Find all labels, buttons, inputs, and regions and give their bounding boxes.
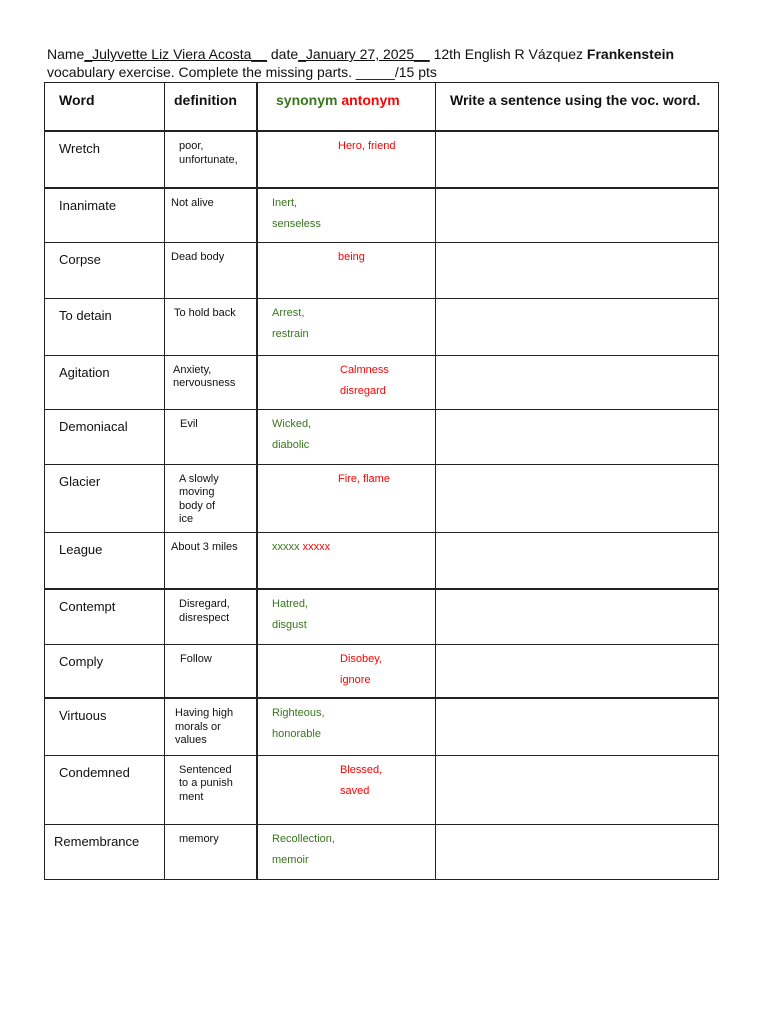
table-row [45, 355, 719, 409]
definition-cell: poor, unfortunate, [165, 131, 258, 188]
antonym-text: Disobey, ignore [340, 652, 382, 686]
table-row [45, 698, 719, 755]
name-label: Name [47, 46, 85, 62]
definition-cell: Evil [165, 409, 258, 464]
synonym-antonym-cell[interactable] [257, 242, 436, 298]
synonym-text: xxxxx [272, 540, 300, 553]
header-line-1 [47, 45, 737, 63]
word-cell: Contempt [45, 589, 165, 644]
antonym-text: xxxxx [302, 540, 331, 553]
definition-cell: Having high morals or values [165, 698, 258, 755]
sentence-cell[interactable] [436, 532, 719, 589]
header-line-2: vocabulary exercise. Complete the missing parts. _____/15 pts [47, 64, 437, 80]
sentence-cell[interactable] [436, 698, 719, 755]
sentence-cell[interactable] [436, 298, 719, 355]
definition-cell: Sentenced to a punishment [165, 755, 258, 824]
date-field[interactable]: _January 27, 2025__ [298, 46, 430, 62]
course-info: 12th English R Vázquez [429, 46, 587, 62]
word-cell: Demoniacal [45, 409, 165, 464]
col-header-definition: definition [165, 83, 258, 132]
table-row [45, 532, 719, 589]
synonym-antonym-cell[interactable] [257, 409, 436, 464]
word-cell: Remembrance [45, 824, 165, 879]
table-row [45, 242, 719, 298]
synonym-text: Wicked, diabolic [272, 417, 312, 451]
definition-cell: memory [165, 824, 258, 879]
vocabulary-table [44, 82, 719, 880]
definition-cell: Disregard, disrespect [165, 589, 258, 644]
table-row [45, 188, 719, 242]
table-row [45, 298, 719, 355]
worksheet-header [47, 45, 737, 81]
synonym-antonym-cell[interactable] [257, 824, 436, 879]
date-label: date [267, 46, 299, 62]
sentence-cell[interactable] [436, 355, 719, 409]
table-row [45, 464, 719, 532]
synonym-antonym-cell[interactable] [257, 355, 436, 409]
word-cell: Agitation [45, 355, 165, 409]
word-cell: Corpse [45, 242, 165, 298]
synonym-antonym-cell[interactable] [257, 464, 436, 532]
antonym-text: Calmness disregard [340, 363, 389, 397]
antonym-text: Fire, flame [338, 472, 390, 485]
antonym-text: Hero, friend [338, 140, 396, 152]
sentence-cell[interactable] [436, 755, 719, 824]
synonym-label: synonym [276, 92, 338, 108]
word-cell: To detain [45, 298, 165, 355]
col-header-word: Word [45, 83, 165, 132]
table-row [45, 131, 719, 188]
synonym-antonym-cell[interactable] [257, 644, 436, 698]
antonym-text: Blessed, saved [340, 763, 383, 797]
synonym-text: Recollection, memoir [272, 832, 335, 866]
table-row [45, 644, 719, 698]
table-row [45, 755, 719, 824]
col-header-sentence: Write a sentence using the voc. word. [436, 83, 719, 132]
sentence-cell[interactable] [436, 464, 719, 532]
word-cell: League [45, 532, 165, 589]
table-header-row [45, 83, 719, 132]
definition-cell: A slowly moving body of ice [165, 464, 258, 532]
word-cell: Inanimate [45, 188, 165, 242]
definition-cell: Not alive [165, 188, 258, 242]
synonym-text: Hatred, disgust [272, 598, 309, 631]
antonym-label: antonym [341, 92, 400, 108]
table-row [45, 409, 719, 464]
definition-cell: About 3 miles [165, 532, 258, 589]
word-cell: Condemned [45, 755, 165, 824]
sentence-cell[interactable] [436, 131, 719, 188]
definition-cell: Anxiety, nervousness [165, 355, 258, 409]
synonym-text: Righteous, honorable [272, 707, 325, 740]
sentence-cell[interactable] [436, 409, 719, 464]
word-cell: Glacier [45, 464, 165, 532]
synonym-antonym-cell[interactable] [257, 532, 436, 589]
word-cell: Comply [45, 644, 165, 698]
sentence-cell[interactable] [436, 824, 719, 879]
synonym-antonym-cell[interactable] [257, 131, 436, 188]
synonym-text: Inert, senseless [272, 197, 321, 230]
definition-cell: Dead body [165, 242, 258, 298]
synonym-antonym-cell[interactable] [257, 298, 436, 355]
student-name-field[interactable]: _Julyvette Liz Viera Acosta__ [84, 46, 267, 62]
sentence-cell[interactable] [436, 589, 719, 644]
synonym-antonym-cell[interactable] [257, 589, 436, 644]
synonym-antonym-cell[interactable] [257, 698, 436, 755]
word-cell: Virtuous [45, 698, 165, 755]
word-cell: Wretch [45, 131, 165, 188]
col-header-synonym-antonym [257, 83, 436, 132]
sentence-cell[interactable] [436, 188, 719, 242]
synonym-antonym-cell[interactable] [257, 755, 436, 824]
table-row [45, 824, 719, 879]
book-title: Frankenstein [586, 46, 675, 62]
table-row [45, 589, 719, 644]
antonym-text: being [338, 250, 365, 263]
definition-cell: Follow [165, 644, 258, 698]
sentence-cell[interactable] [436, 242, 719, 298]
synonym-antonym-cell[interactable] [257, 188, 436, 242]
synonym-text: Arrest, restrain [272, 306, 309, 340]
sentence-cell[interactable] [436, 644, 719, 698]
definition-cell: To hold back [165, 298, 258, 355]
